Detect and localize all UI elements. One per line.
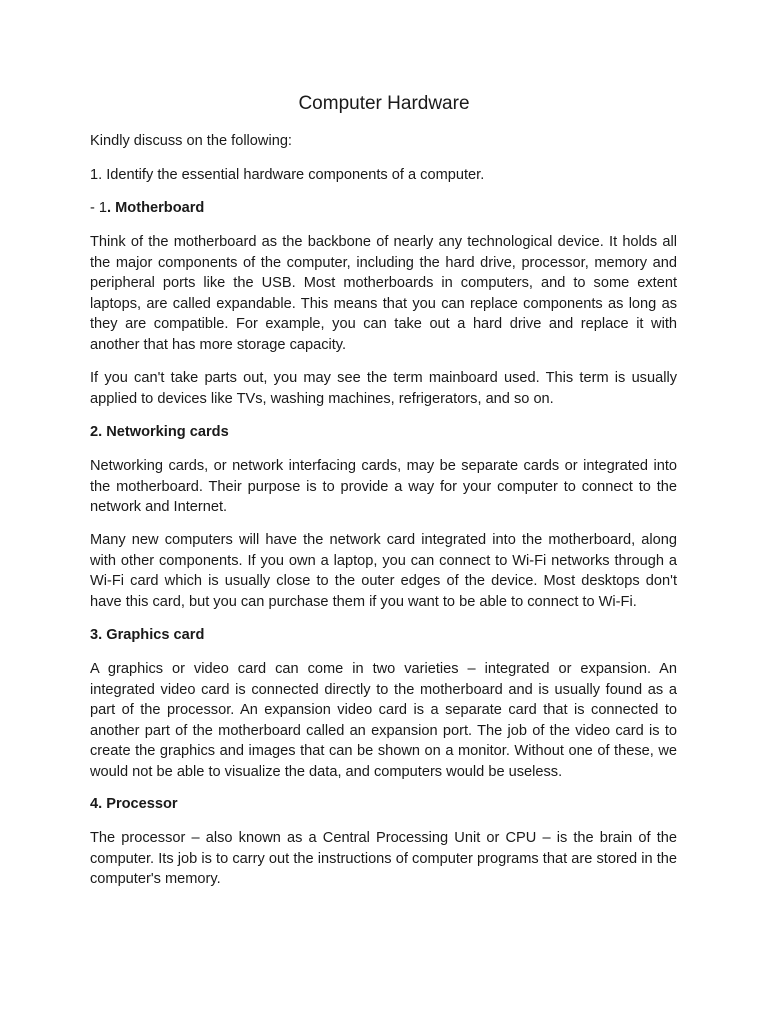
section-3-heading: 3. Graphics card xyxy=(90,627,205,643)
intro-paragraph: Kindly discuss on the following: xyxy=(90,133,292,149)
section-3-paragraph-1: A graphics or video card can come in two varieties – integrated or expansion. An integrated video card is connected directly to the motherboard and is usually found as a part of the processor. An expansion video card is a separate card that is connected to another part of the motherboard called an expansion port. The job of the video card is to create the graphics and images that can be shown on a monitor. Without one of these, we would not be able to visualize the data, and computers would be useless. xyxy=(90,661,677,780)
section-1-heading xyxy=(90,198,677,219)
document-title: Computer Hardware xyxy=(298,93,470,114)
section-1-heading-text: . Motherboard xyxy=(107,200,205,216)
section-1-paragraph-2: If you can't take parts out, you may see the term mainboard used. This term is usually applied to devices like TVs, washing machines, refrigerators, and so on. xyxy=(90,370,677,407)
section-2-paragraph-1: Networking cards, or network interfacing cards, may be separate cards or integrated into the motherboard. Their purpose is to provide a way for your computer to connect to the network and Internet. xyxy=(90,458,677,516)
section-4-heading: 4. Processor xyxy=(90,796,178,812)
section-2-paragraph-2: Many new computers will have the network card integrated into the motherboard, along with other components. If you own a laptop, you can connect to Wi-Fi networks through a Wi-Fi card which is usually close to the outer edges of the device. Most desktops don't have this card, but you can purchase them if you want to be able to connect to Wi-Fi. xyxy=(90,532,677,610)
section-1-prefix: - 1 xyxy=(90,200,108,216)
question-paragraph: 1. Identify the essential hardware components of a computer. xyxy=(90,167,485,183)
section-1-paragraph-1: Think of the motherboard as the backbone of nearly any technological device. It holds all the major components of the computer, including the hard drive, processor, memory and peripheral ports like the USB. Most motherboards in computers, and to some extent laptops, are called expandable. This means that you can replace components as long as they are compatible. For example, you can take out a hard drive and replace it with another that has more storage capacity. xyxy=(90,234,677,353)
section-2-heading: 2. Networking cards xyxy=(90,424,229,440)
section-4-paragraph-1: The processor – also known as a Central Processing Unit or CPU – is the brain of the computer. Its job is to carry out the instructions of computer programs that are stored in the computer's memory. xyxy=(90,830,677,888)
